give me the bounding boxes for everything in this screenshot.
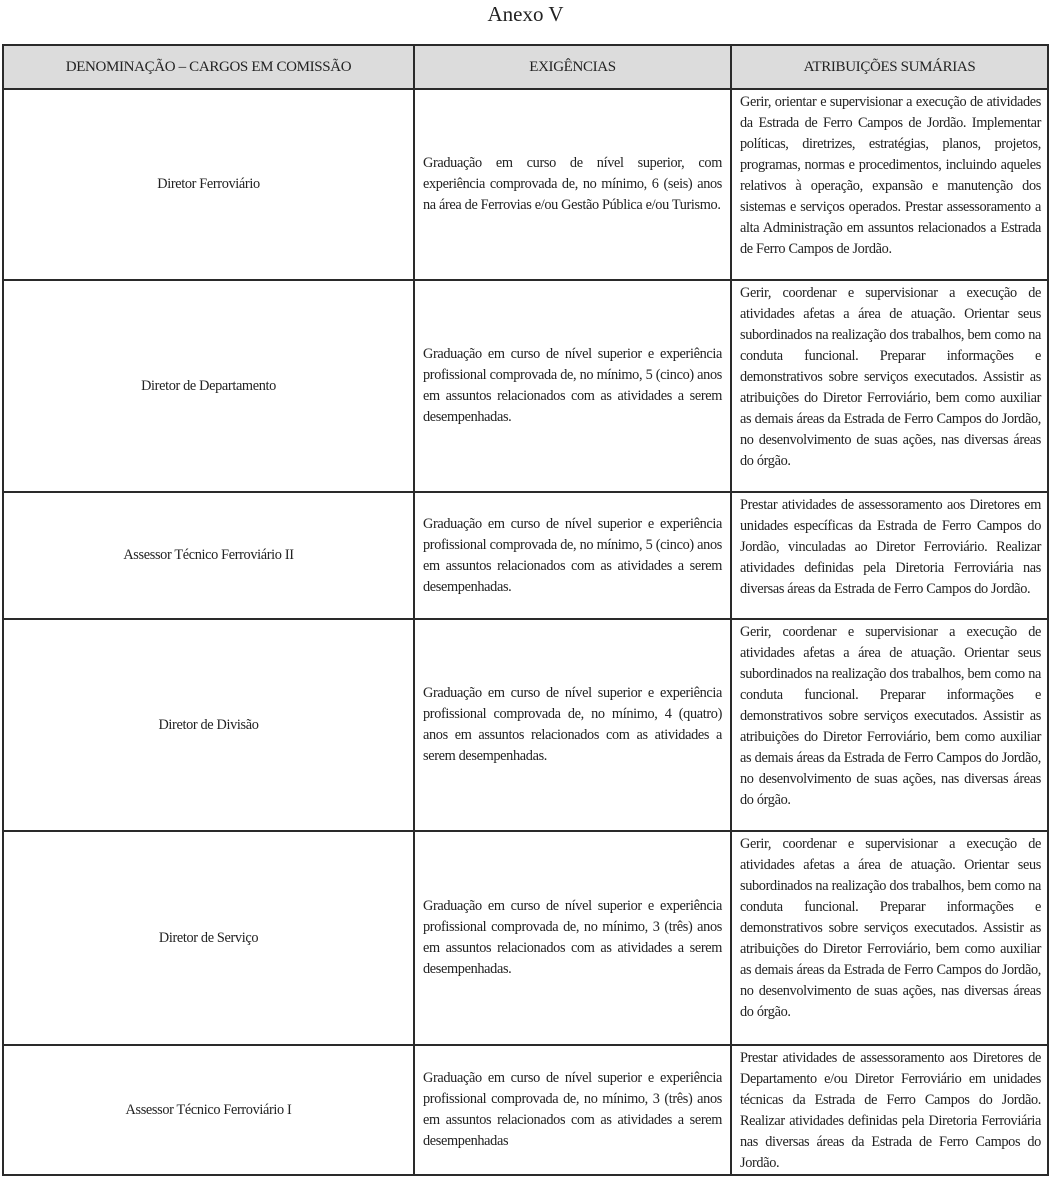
- atribuicoes-cell: Gerir, coordenar e supervisionar a execução de atividades afetas a área de atuação. Orientar seus subordinados na realização dos trabalhos, bem como na conduta funcional. Preparar informações e demonstrativos sobre serviços executados. Assistir as atribuições do Diretor Ferroviário, bem como auxiliar as demais áreas da Estrada de Ferro Campos do Jordão, no desenvolvimento de suas ações, nas diversas áreas do órgão.: [731, 831, 1048, 1045]
- table-row: [3, 831, 1048, 1045]
- exigencias-cell: Graduação em curso de nível superior e experiência profissional comprovada de, no mínimo, 3 (três) anos em assuntos relacionados com as atividades a serem desempenhadas.: [414, 831, 731, 1045]
- atribuicoes-cell: Prestar atividades de assessoramento aos Diretores em unidades específicas da Estrada de Ferro Campos do Jordão, vinculadas ao Diretor Ferroviário. Realizar atividades definidas pela Diretoria Ferroviária nas diversas áreas da Estrada de Ferro Campos do Jordão.: [731, 492, 1048, 619]
- table-row: [3, 492, 1048, 619]
- header-atribuicoes: ATRIBUIÇÕES SUMÁRIAS: [731, 45, 1048, 89]
- table-row: [3, 89, 1048, 280]
- cargo-cell: Assessor Técnico Ferroviário II: [3, 492, 414, 619]
- atribuicoes-cell: Prestar atividades de assessoramento aos Diretores de Departamento e/ou Diretor Ferroviário em unidades técnicas da Estrada de Ferro Campos do Jordão. Realizar atividades definidas pela Diretoria Ferroviária nas diversas áreas da Estrada de Ferro Campos do Jordão.: [731, 1045, 1048, 1175]
- atribuicoes-cell: Gerir, orientar e supervisionar a execução de atividades da Estrada de Ferro Campos de Jordão. Implementar políticas, diretrizes, estratégias, planos, projetos, programas, normas e procedimentos, incluindo aqueles relativos à operação, expansão e manutenção dos sistemas e serviços operados. Prestar assessoramento a alta Administração em assuntos relacionados a Estrada de Ferro Campos de Jordão.: [731, 89, 1048, 280]
- cargo-cell: Diretor de Divisão: [3, 619, 414, 831]
- table-row: [3, 1045, 1048, 1175]
- exigencias-cell: Graduação em curso de nível superior, com experiência comprovada de, no mínimo, 6 (seis) anos na área de Ferrovias e/ou Gestão Pública e/ou Turismo.: [414, 89, 731, 280]
- exigencias-cell: Graduação em curso de nível superior e experiência profissional comprovada de, no mínimo, 4 (quatro) anos em assuntos relacionados com as atividades a serem desempenhadas.: [414, 619, 731, 831]
- table-row: [3, 280, 1048, 492]
- exigencias-cell: Graduação em curso de nível superior e experiência profissional comprovada de, no mínimo, 3 (três) anos em assuntos relacionados com as atividades a serem desempenhadas: [414, 1045, 731, 1175]
- cargo-cell: Diretor de Departamento: [3, 280, 414, 492]
- table-header-row: [3, 45, 1048, 89]
- cargo-cell: Diretor de Serviço: [3, 831, 414, 1045]
- cargo-cell: Assessor Técnico Ferroviário I: [3, 1045, 414, 1175]
- atribuicoes-cell: Gerir, coordenar e supervisionar a execução de atividades afetas a área de atuação. Orientar seus subordinados na realização dos trabalhos, bem como na conduta funcional. Preparar informações e demonstrativos sobre serviços executados. Assistir as atribuições do Diretor Ferroviário, bem como auxiliar as demais áreas da Estrada de Ferro Campos do Jordão, no desenvolvimento de suas ações, nas diversas áreas do órgão.: [731, 280, 1048, 492]
- cargos-table: [2, 44, 1049, 1176]
- exigencias-cell: Graduação em curso de nível superior e experiência profissional comprovada de, no mínimo, 5 (cinco) anos em assuntos relacionados com as atividades a serem desempenhadas.: [414, 492, 731, 619]
- header-exigencias: EXIGÊNCIAS: [414, 45, 731, 89]
- header-denominacao: DENOMINAÇÃO – CARGOS EM COMISSÃO: [3, 45, 414, 89]
- document-title: Anexo V: [487, 2, 564, 26]
- cargo-cell: Diretor Ferroviário: [3, 89, 414, 280]
- table-row: [3, 619, 1048, 831]
- exigencias-cell: Graduação em curso de nível superior e experiência profissional comprovada de, no mínimo, 5 (cinco) anos em assuntos relacionados com as atividades a serem desempenhadas.: [414, 280, 731, 492]
- atribuicoes-cell: Gerir, coordenar e supervisionar a execução de atividades afetas a área de atuação. Orientar seus subordinados na realização dos trabalhos, bem como na conduta funcional. Preparar informações e demonstrativos sobre serviços executados. Assistir as atribuições do Diretor Ferroviário, bem como auxiliar as demais áreas da Estrada de Ferro Campos do Jordão, no desenvolvimento de suas ações, nas diversas áreas do órgão.: [731, 619, 1048, 831]
